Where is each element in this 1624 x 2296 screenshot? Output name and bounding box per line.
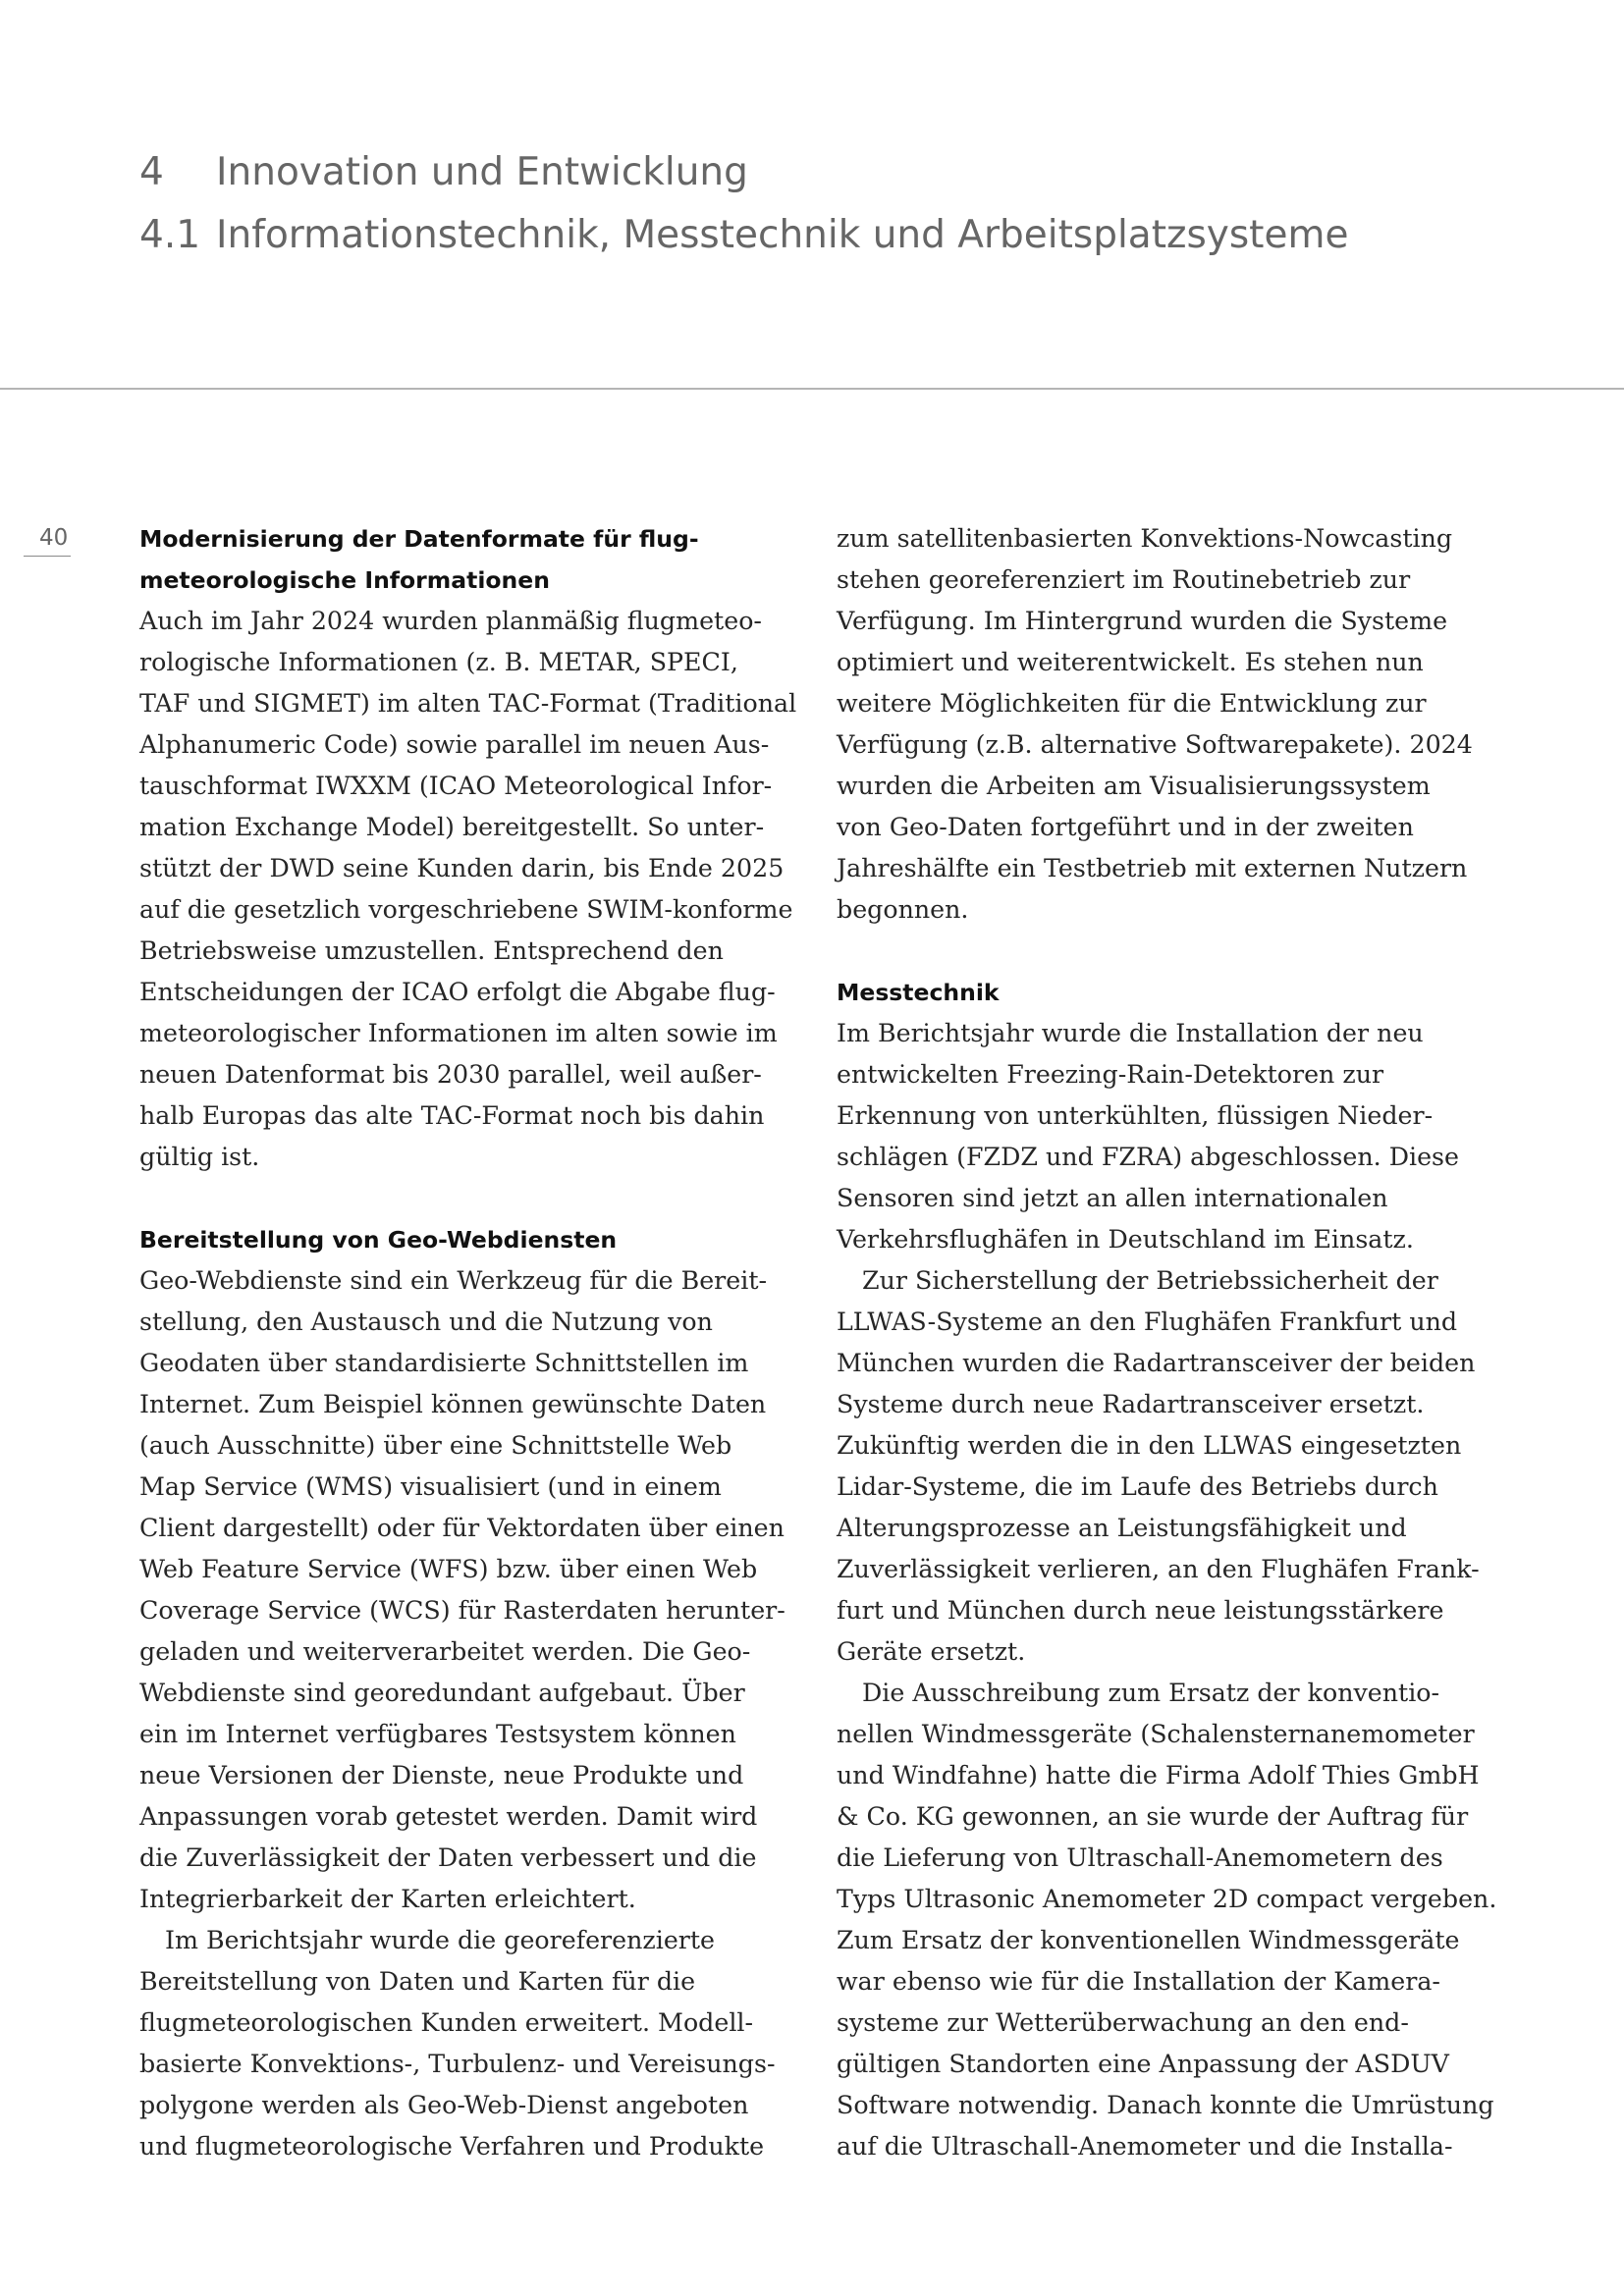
section-modernisierung — [139, 518, 807, 1178]
text-line: auf die Ultraschall-Anemometer und die Installa- — [837, 2132, 1453, 2161]
text-line: gültigen Standorten eine Anpassung der ASDUV — [837, 2050, 1449, 2078]
chapter-title-text: Innovation und Entwicklung — [216, 150, 748, 194]
paragraph — [139, 601, 807, 1178]
text-line: optimiert und weiterentwickelt. Es stehen nun — [837, 648, 1424, 676]
text-line: München wurden die Radartransceiver der beiden — [837, 1349, 1476, 1377]
paragraph-spacer — [837, 931, 1504, 972]
text-line: schlägen (FZDZ und FZRA) abgeschlossen. Diese — [837, 1143, 1459, 1171]
text-line: Sensoren sind jetzt an allen internationalen — [837, 1184, 1388, 1212]
text-line: Software notwendig. Danach konnte die Umrüstung — [837, 2091, 1494, 2119]
text-line: Auch im Jahr 2024 wurden planmäßig flugmeteo- — [139, 607, 762, 635]
text-line: Bereitstellung von Daten und Karten für die — [139, 1967, 696, 1996]
left-column — [139, 518, 807, 2167]
header-divider — [0, 388, 1624, 390]
text-line: Erkennung von unterkühlten, flüssigen Nieder- — [837, 1101, 1434, 1130]
text-line: und Windfahne) hatte die Firma Adolf Thies GmbH — [837, 1761, 1480, 1789]
text-line: rologische Informationen (z. B. METAR, SPECI, — [139, 648, 738, 676]
section-title — [139, 213, 1349, 257]
text-line: Im Berichtsjahr wurde die georeferenzierte — [165, 1926, 716, 1954]
text-line: Client dargestellt) oder für Vektordaten über einen — [139, 1514, 785, 1542]
paragraph — [837, 1260, 1504, 1673]
text-line: geladen und weiterverarbeitet werden. Die Geo- — [139, 1637, 751, 1666]
text-line: gültig ist. — [139, 1143, 260, 1171]
text-line: stützt der DWD seine Kunden darin, bis Ende 2025 — [139, 854, 785, 882]
text-line: nellen Windmessgeräte (Schalensternanemometer — [837, 1720, 1475, 1748]
text-line: Verkehrsflughäfen in Deutschland im Einsatz. — [837, 1225, 1414, 1254]
text-line: Zur Sicherstellung der Betriebssicherheit der — [862, 1266, 1438, 1295]
text-line: polygone werden als Geo-Web-Dienst angeboten — [139, 2091, 749, 2119]
text-line: Web Feature Service (WFS) bzw. über einen Web — [139, 1555, 758, 1583]
text-line: Zum Ersatz der konventionellen Windmessgeräte — [837, 1926, 1460, 1954]
text-line: Geräte ersetzt. — [837, 1637, 1026, 1666]
text-line: die Zuverlässigkeit der Daten verbessert und die — [139, 1843, 757, 1872]
text-line: Typs Ultrasonic Anemometer 2D compact vergeben. — [837, 1885, 1497, 1913]
text-line: halb Europas das alte TAC-Format noch bis dahin — [139, 1101, 765, 1130]
paragraph — [837, 1673, 1504, 2167]
text-line: flugmeteorologischen Kunden erweitert. Modell- — [139, 2008, 754, 2037]
text-line: und flugmeteorologische Verfahren und Produkte — [139, 2132, 765, 2161]
section-geo-webdienste — [139, 1219, 807, 2167]
text-line: Zuverlässigkeit verlieren, an den Flughäfen Frank- — [837, 1555, 1480, 1583]
section-number: 4.1 — [139, 213, 201, 257]
text-line: furt und München durch neue leistungsstärkere — [837, 1596, 1444, 1625]
text-line: Alterungsprozesse an Leistungsfähigkeit und — [837, 1514, 1407, 1542]
text-line: Integrierbarkeit der Karten erleichtert. — [139, 1885, 636, 1913]
text-line: Entscheidungen der ICAO erfolgt die Abgabe flug- — [139, 978, 776, 1006]
text-line: Jahreshälfte ein Testbetrieb mit externen Nutzern — [837, 854, 1468, 882]
section-title-text: Informationstechnik, Messtechnik und Arbeitsplatzsysteme — [216, 213, 1349, 257]
text-line: (auch Ausschnitte) über eine Schnittstelle Web — [139, 1431, 732, 1460]
text-line: war ebenso wie für die Installation der Kamera- — [837, 1967, 1440, 1996]
section-heading: Messtechnik — [837, 979, 1000, 1006]
text-line: ein im Internet verfügbares Testsystem können — [139, 1720, 736, 1748]
text-line: zum satellitenbasierten Konvektions-Nowcasting — [837, 524, 1453, 553]
text-line: entwickelten Freezing-Rain-Detektoren zur — [837, 1060, 1384, 1089]
text-line: Lidar-Systeme, die im Laufe des Betriebs durch — [837, 1472, 1438, 1501]
text-line: die Lieferung von Ultraschall-Anemometern des — [837, 1843, 1443, 1872]
text-line: Systeme durch neue Radartransceiver ersetzt. — [837, 1390, 1425, 1418]
text-line: stellung, den Austausch und die Nutzung von — [139, 1308, 713, 1336]
text-line: Anpassungen vorab getestet werden. Damit wird — [139, 1802, 758, 1831]
paragraph — [837, 518, 1504, 931]
paragraph — [837, 1013, 1504, 1260]
text-line: Betriebsweise umzustellen. Entsprechend den — [139, 936, 724, 965]
text-line: Coverage Service (WCS) für Rasterdaten herunter- — [139, 1596, 785, 1625]
text-line: auf die gesetzlich vorgeschriebene SWIM-konforme — [139, 895, 793, 924]
text-line: Zukünftig werden die in den LLWAS eingesetzten — [837, 1431, 1462, 1460]
text-line: Geo-Webdienste sind ein Werkzeug für die Bereit- — [139, 1266, 768, 1295]
text-line: stehen georeferenziert im Routinebetrieb zur — [837, 565, 1411, 594]
text-line: neuen Datenformat bis 2030 parallel, weil außer- — [139, 1060, 762, 1089]
text-line: Die Ausschreibung zum Ersatz der konventio- — [862, 1679, 1440, 1707]
text-line: systeme zur Wetterüberwachung an den end- — [837, 2008, 1409, 2037]
text-line: begonnen. — [837, 895, 969, 924]
text-line: mation Exchange Model) bereitgestellt. So unter- — [139, 813, 765, 841]
text-line: & Co. KG gewonnen, an sie wurde der Auftrag für — [837, 1802, 1469, 1831]
text-line: weitere Möglichkeiten für die Entwicklung zur — [837, 689, 1427, 718]
page-number: 40 — [39, 525, 69, 551]
text-line: Map Service (WMS) visualisiert (und in einem — [139, 1472, 722, 1501]
text-line: tauschformat IWXXM (ICAO Meteorological Infor- — [139, 772, 773, 800]
text-line: neue Versionen der Dienste, neue Produkte und — [139, 1761, 744, 1789]
text-line: von Geo-Daten fortgeführt und in der zweiten — [837, 813, 1414, 841]
text-line: Verfügung (z.B. alternative Softwarepakete). 2024 — [837, 730, 1473, 759]
text-line: Alphanumeric Code) sowie parallel im neuen Aus- — [139, 730, 770, 759]
text-line: Im Berichtsjahr wurde die Installation der neu — [837, 1019, 1424, 1047]
text-line: basierte Konvektions-, Turbulenz- und Vereisungs- — [139, 2050, 776, 2078]
text-line: Internet. Zum Beispiel können gewünschte Daten — [139, 1390, 767, 1418]
text-line: LLWAS-Systeme an den Flughäfen Frankfurt und — [837, 1308, 1458, 1336]
text-line: Webdienste sind georedundant aufgebaut. Über — [139, 1679, 745, 1707]
section-messtechnik — [837, 972, 1504, 2167]
section-heading: meteorologische Informationen — [139, 566, 550, 594]
section-heading: Bereitstellung von Geo-Webdiensten — [139, 1226, 618, 1254]
text-line: Verfügung. Im Hintergrund wurden die Systeme — [837, 607, 1448, 635]
text-line: Geodaten über standardisierte Schnittstellen im — [139, 1349, 749, 1377]
text-line: wurden die Arbeiten am Visualisierungssystem — [837, 772, 1431, 800]
chapter-number: 4 — [139, 150, 164, 194]
paragraph — [139, 1260, 807, 1920]
page-number-underline — [24, 556, 71, 557]
text-line: meteorologischer Informationen im alten sowie im — [139, 1019, 778, 1047]
right-column — [837, 518, 1504, 2167]
text-line: TAF und SIGMET) im alten TAC-Format (Traditional — [139, 689, 797, 718]
paragraph — [139, 1920, 807, 2167]
section-heading: Modernisierung der Datenformate für flug- — [139, 525, 699, 553]
paragraph-spacer — [139, 1178, 807, 1219]
chapter-title — [139, 150, 748, 194]
